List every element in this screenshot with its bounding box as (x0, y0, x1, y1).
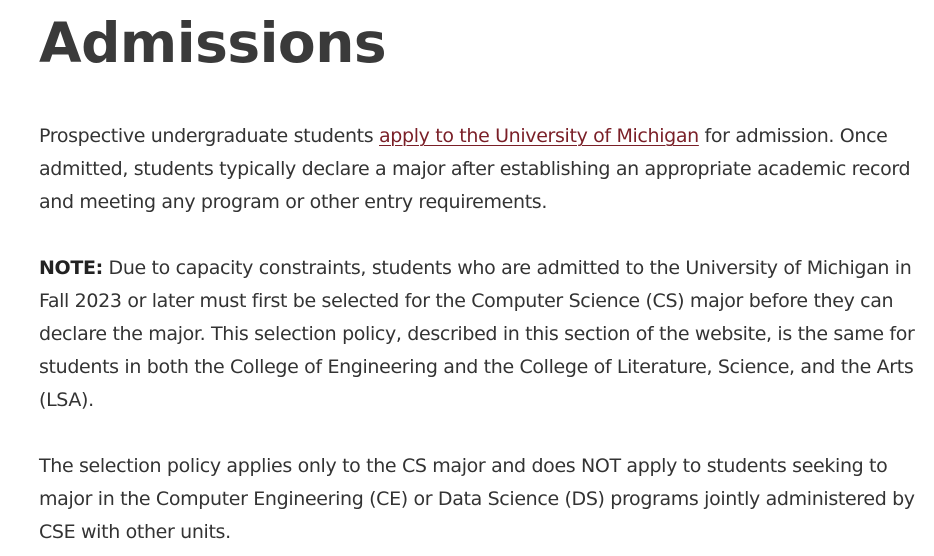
page-title: Admissions (39, 11, 387, 75)
intro-text-before-link: Prospective undergraduate students (39, 125, 380, 147)
intro-paragraph (39, 120, 929, 219)
note-label: NOTE: (39, 257, 103, 279)
apply-to-umich-link[interactable]: apply to the University of Michigan (379, 125, 699, 147)
note-paragraph (39, 252, 929, 417)
note-text: Due to capacity constraints, students who are admitted to the University of Michigan in Fall 2023 or later must first be selected for the Computer Science (CS) major before they can declare the major. This selection policy, described in this section of the website, is the same for students in both the College of Engineering and the College of Literature, Science, and the Arts (LSA). (39, 257, 915, 411)
selection-policy-paragraph: The selection policy applies only to the CS major and does NOT apply to students seeking to major in the Computer Engineering (CE) or Data Science (DS) programs jointly administered by CSE with other units. (39, 455, 915, 543)
admissions-content (39, 0, 929, 549)
intro-text-after-link: for admission. Once admitted, students typically declare a major after establishing an appropriate academic record and meeting any program or other entry requirements. (39, 125, 911, 213)
